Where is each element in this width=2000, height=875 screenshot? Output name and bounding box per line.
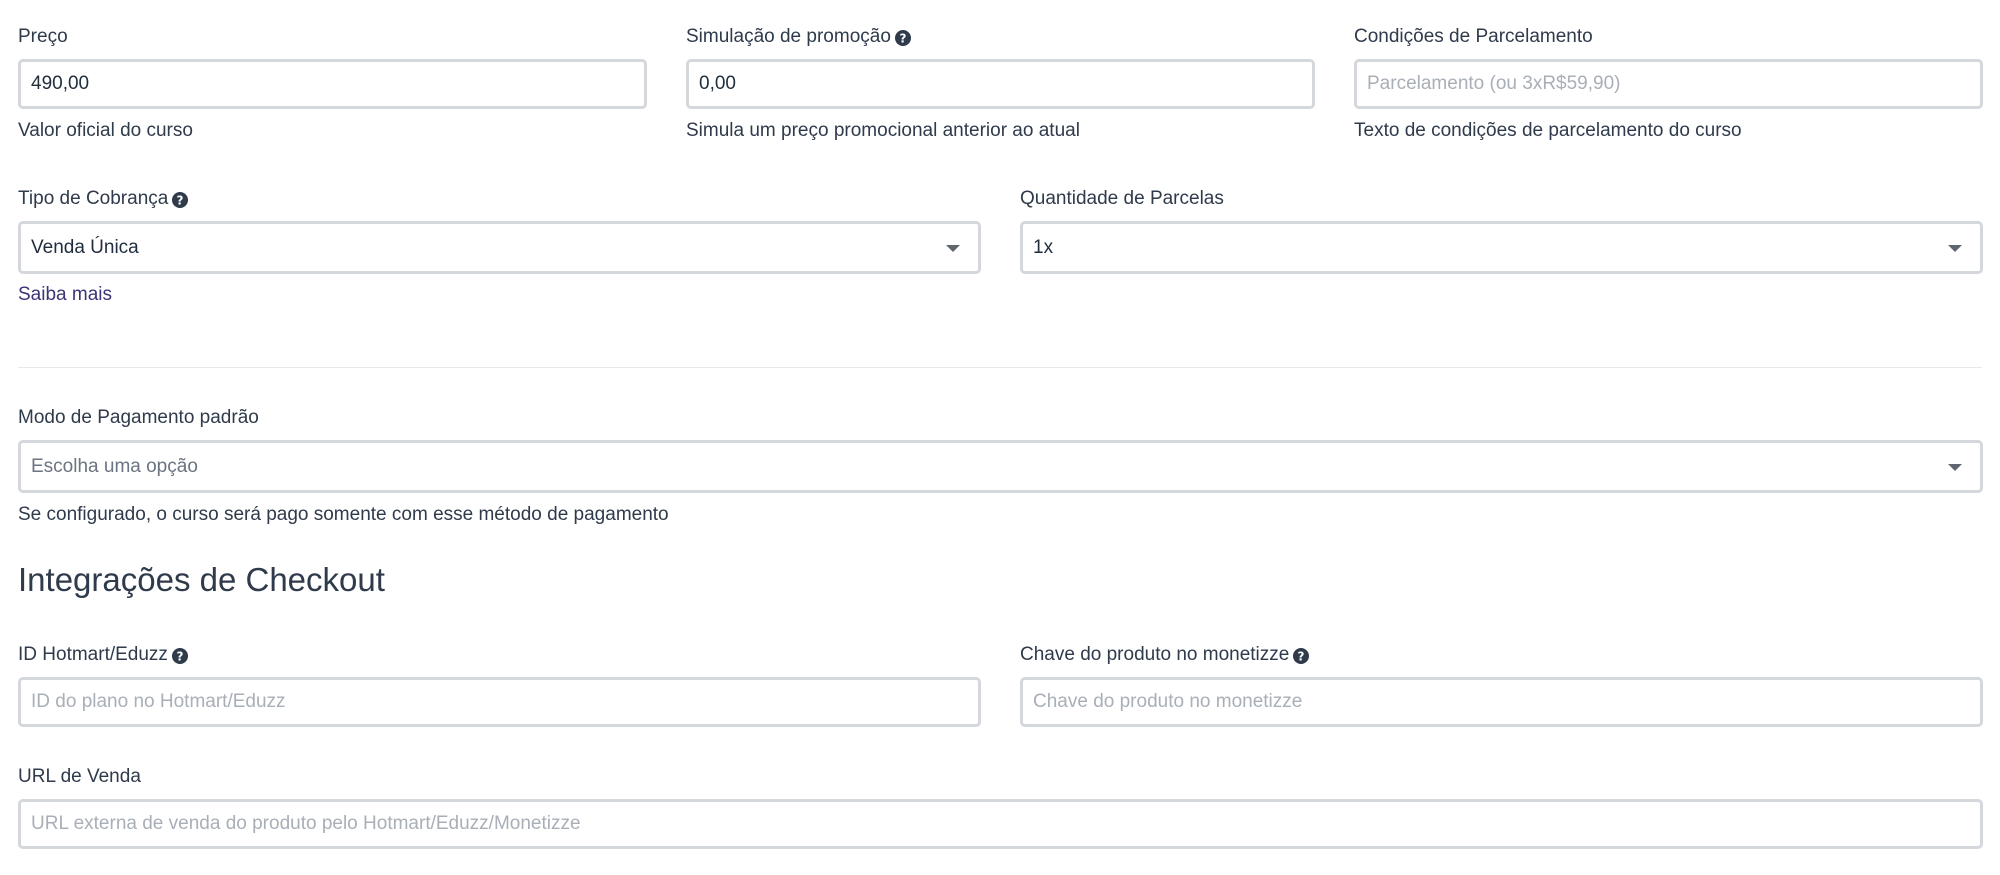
promo-field	[686, 25, 1315, 143]
question-circle-icon[interactable]	[172, 647, 188, 663]
billing-type-select[interactable]	[18, 221, 981, 274]
payment-mode-field	[18, 406, 1983, 527]
monetizze-key-label: Chave do produto no monetizze ?	[1020, 643, 1983, 667]
hotmart-id-input[interactable]	[18, 677, 981, 727]
installments-label: Quantidade de Parcelas	[1020, 188, 1224, 209]
installment-terms-input[interactable]	[1354, 59, 1983, 109]
sales-url-label: URL de Venda	[18, 766, 141, 787]
question-circle-icon[interactable]	[895, 29, 911, 45]
billing-type-selected: Venda Única	[31, 236, 139, 258]
question-circle-icon[interactable]	[1293, 647, 1309, 663]
payment-mode-select[interactable]	[18, 440, 1983, 493]
billing-type-field	[18, 187, 981, 306]
svg-text:?: ?	[176, 193, 184, 208]
question-circle-icon[interactable]	[172, 191, 188, 207]
installments-field	[1020, 187, 1983, 274]
promo-hint: Simula um preço promocional anterior ao atual	[686, 120, 1080, 141]
installment-terms-hint: Texto de condições de parcelamento do curso	[1354, 120, 1742, 141]
price-field	[18, 25, 647, 143]
sales-url-input[interactable]	[18, 799, 1983, 849]
price-hint: Valor oficial do curso	[18, 120, 193, 141]
monetizze-key-field	[1020, 643, 1983, 727]
billing-type-label: Tipo de Cobrança ?	[18, 187, 981, 211]
installment-terms-label: Condições de Parcelamento	[1354, 26, 1593, 47]
svg-text:?: ?	[899, 31, 907, 46]
promo-label: Simulação de promoção ?	[686, 25, 1315, 49]
svg-text:?: ?	[176, 649, 184, 664]
payment-mode-hint: Se configurado, o curso será pago somente com esse método de pagamento	[18, 504, 669, 525]
sales-url-field	[18, 765, 1983, 849]
svg-text:?: ?	[1297, 649, 1305, 664]
payment-mode-selected: Escolha uma opção	[31, 455, 198, 477]
caret-down-icon	[946, 245, 960, 252]
hotmart-id-label: ID Hotmart/Eduzz ?	[18, 643, 981, 667]
price-label: Preço	[18, 26, 68, 47]
payment-mode-label: Modo de Pagamento padrão	[18, 407, 259, 428]
promo-input[interactable]	[686, 59, 1315, 109]
installments-select[interactable]	[1020, 221, 1983, 274]
caret-down-icon	[1948, 464, 1962, 471]
caret-down-icon	[1948, 245, 1962, 252]
section-divider	[18, 367, 1982, 368]
monetizze-key-input[interactable]	[1020, 677, 1983, 727]
installment-terms-field	[1354, 25, 1983, 143]
learn-more-link[interactable]: Saiba mais	[18, 284, 112, 305]
hotmart-id-field	[18, 643, 981, 727]
checkout-integrations-title: Integrações de Checkout	[18, 561, 385, 598]
installments-selected: 1x	[1033, 236, 1054, 258]
price-input[interactable]	[18, 59, 647, 109]
